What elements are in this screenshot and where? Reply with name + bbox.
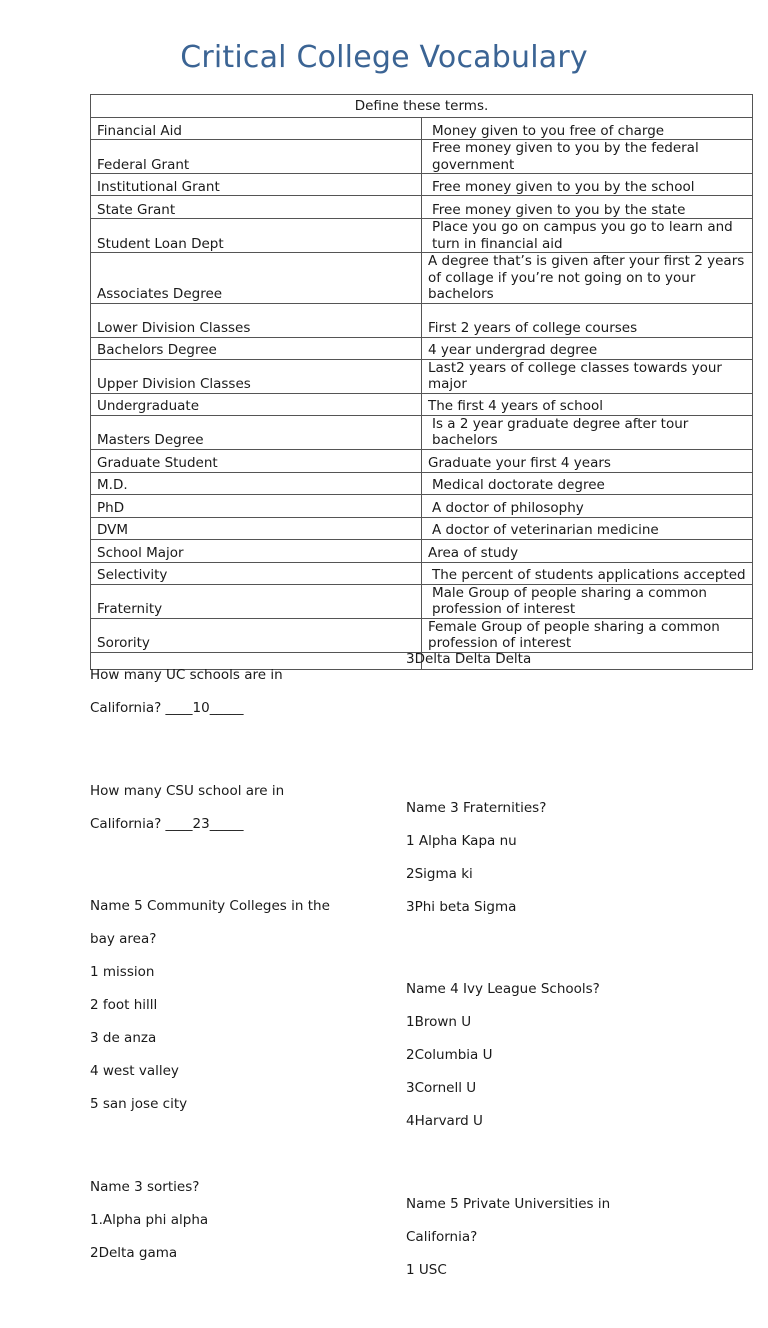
term-cell: Upper Division Classes <box>91 359 422 393</box>
definition-cell: Is a 2 year graduate degree after tour bachelors <box>422 415 753 449</box>
term-cell: PhD <box>91 494 422 517</box>
table-row <box>91 539 753 562</box>
definition-cell: Place you go on campus you go to learn and turn in financial aid <box>422 219 753 253</box>
definition-cell: Last2 years of college classes towards your major <box>422 359 753 393</box>
answer-item: 3Delta Delta Delta <box>406 651 532 667</box>
sorority-question <box>90 1162 390 1278</box>
question-text: Name 5 Community Colleges in the <box>90 898 330 914</box>
spacer <box>406 684 746 701</box>
definition-cell: Male Group of people sharing a common profession of interest <box>422 584 753 618</box>
term-cell: Undergraduate <box>91 393 422 415</box>
table-row <box>91 303 753 337</box>
table-row <box>91 337 753 359</box>
question-text: Name 5 Private Universities in <box>406 1195 611 1212</box>
question-text: How many CSU school are in <box>90 782 285 799</box>
answer-item: 4Harvard U <box>406 1113 483 1129</box>
answer-item: 1 USC <box>406 1261 447 1278</box>
right-questions <box>406 618 746 1328</box>
uc-question <box>90 651 390 734</box>
definition-cell: Area of study <box>422 539 753 562</box>
table-row <box>91 174 753 196</box>
table-row <box>91 393 753 415</box>
table-row <box>91 196 753 219</box>
table-row <box>91 253 753 304</box>
answer-item: 2Sigma ki <box>406 865 473 882</box>
table-row <box>91 472 753 494</box>
definition-cell: Female Group of people sharing a common profession of interest <box>422 618 753 652</box>
definition-cell: Money given to you free of charge <box>422 118 753 140</box>
table-row <box>91 359 753 393</box>
question-text: Name 3 sorties? <box>90 1178 200 1195</box>
table-header-row <box>91 95 753 118</box>
table-row <box>91 415 753 449</box>
private-university-question <box>406 1179 746 1295</box>
question-text: Name 3 Fraternities? <box>406 799 547 816</box>
term-cell: Institutional Grant <box>91 174 422 196</box>
answer-item: 3 de anza <box>90 1030 157 1046</box>
term-cell: Federal Grant <box>91 140 422 174</box>
definition-cell: First 2 years of college courses <box>422 303 753 337</box>
definition-cell: A doctor of philosophy <box>422 494 753 517</box>
csu-question <box>90 766 390 849</box>
answer-item: 1 Alpha Kapa nu <box>406 832 517 849</box>
table-row <box>91 140 753 174</box>
table-row <box>91 219 753 253</box>
term-cell: Masters Degree <box>91 415 422 449</box>
answer-item: 4 west valley <box>90 1063 179 1079</box>
term-cell: School Major <box>91 539 422 562</box>
answer-item: 1Brown U <box>406 1014 472 1030</box>
left-questions <box>90 634 390 1311</box>
question-text: California? <box>406 1228 478 1245</box>
term-cell: Fraternity <box>91 584 422 618</box>
sorority-continued <box>406 635 746 751</box>
answer-item: 5 san jose city <box>90 1096 188 1112</box>
term-cell: DVM <box>91 517 422 539</box>
definition-cell: A degree that’s is given after your first 2 years of collage if you’re not going on to your bachelors <box>422 253 753 304</box>
answer-item: 2 foot hilll <box>90 997 158 1013</box>
term-cell: State Grant <box>91 196 422 219</box>
vocabulary-table <box>90 94 753 670</box>
table-header: Define these terms. <box>91 95 753 118</box>
answer-item: 2Columbia U <box>406 1047 493 1063</box>
question-text: bay area? <box>90 931 157 947</box>
spacer <box>406 717 746 734</box>
community-college-question <box>90 882 390 1130</box>
definition-cell: Graduate your first 4 years <box>422 449 753 472</box>
definition-cell: Medical doctorate degree <box>422 472 753 494</box>
table-row <box>91 449 753 472</box>
term-cell: Associates Degree <box>91 253 422 304</box>
question-text: How many UC schools are in <box>90 667 283 683</box>
term-cell: Bachelors Degree <box>91 337 422 359</box>
table-row <box>91 494 753 517</box>
fraternity-question <box>406 783 746 932</box>
answer-item: 3Cornell U <box>406 1080 477 1096</box>
term-cell: Lower Division Classes <box>91 303 422 337</box>
answer-item: 3Phi beta Sigma <box>406 898 517 915</box>
question-answer: California? ____10_____ <box>90 700 244 716</box>
page-title: Critical College Vocabulary <box>180 40 588 75</box>
definition-cell: Free money given to you by the federal government <box>422 140 753 174</box>
definition-cell: 4 year undergrad degree <box>422 337 753 359</box>
question-answer: California? ____23_____ <box>90 815 244 832</box>
term-cell: Sorority <box>91 618 422 652</box>
definition-cell: Free money given to you by the school <box>422 174 753 196</box>
term-cell: Graduate Student <box>91 449 422 472</box>
answer-item: 1 mission <box>90 964 155 980</box>
term-cell: Financial Aid <box>91 118 422 140</box>
answer-item: 1.Alpha phi alpha <box>90 1211 209 1228</box>
term-cell: M.D. <box>91 472 422 494</box>
table-row <box>91 517 753 539</box>
table-row <box>91 584 753 618</box>
question-text: Name 4 Ivy League Schools? <box>406 981 600 997</box>
term-cell: Selectivity <box>91 562 422 584</box>
table-row <box>91 562 753 584</box>
definition-cell: Free money given to you by the state <box>422 196 753 219</box>
definition-cell: The percent of students applications accepted <box>422 562 753 584</box>
table-row <box>91 118 753 140</box>
definition-cell: The first 4 years of school <box>422 393 753 415</box>
answer-item: 2Delta gama <box>90 1244 178 1261</box>
term-cell: Student Loan Dept <box>91 219 422 253</box>
definition-cell: A doctor of veterinarian medicine <box>422 517 753 539</box>
ivy-league-question <box>406 965 746 1147</box>
